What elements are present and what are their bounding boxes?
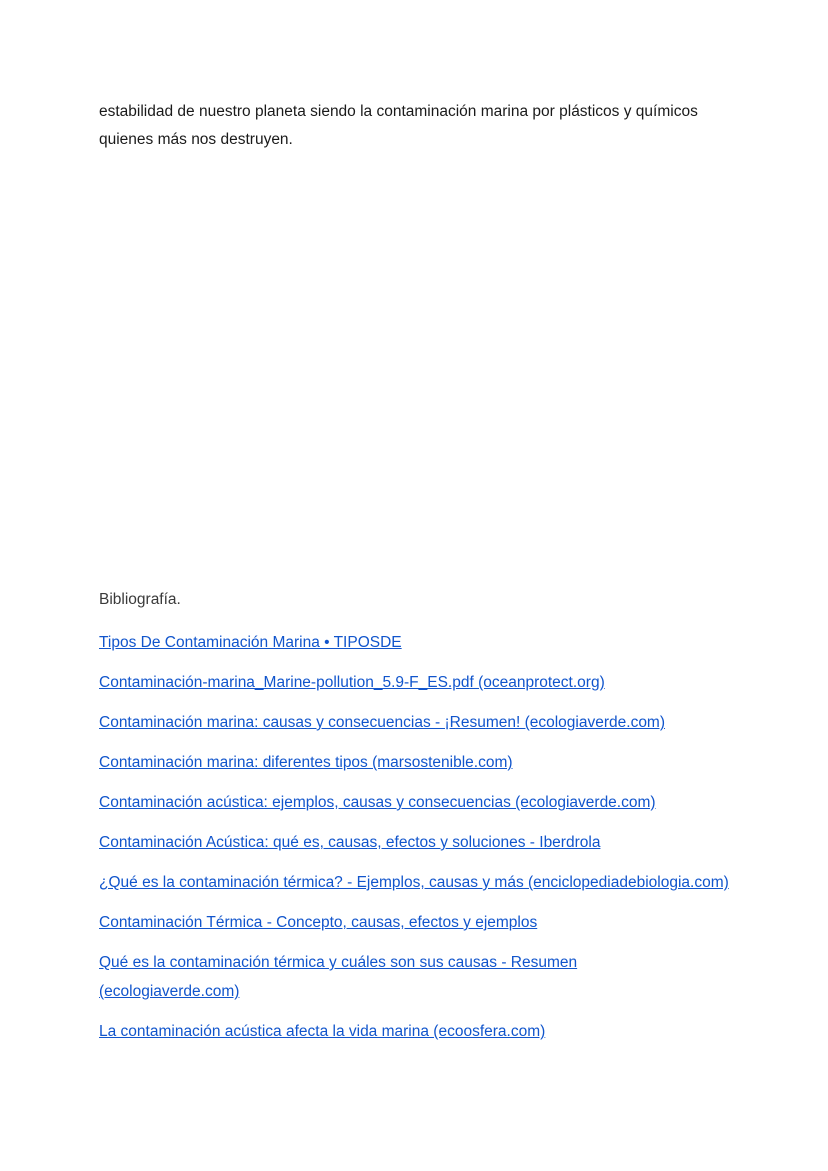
bibliography-item [99, 628, 729, 657]
bibliography-item [99, 908, 729, 937]
bibliography-item [99, 668, 729, 697]
bibliography-link-termica-concepto[interactable]: Contaminación Térmica - Concepto, causas, efectos y ejemplos [99, 914, 538, 931]
bibliography-link-oceanprotect[interactable]: Contaminación-marina_Marine-pollution_5.9-F_ES.pdf (oceanprotect.org) [99, 674, 605, 691]
bibliography-item [99, 1017, 729, 1046]
bibliography-item [99, 748, 729, 777]
bibliography-link-marsostenible[interactable]: Contaminación marina: diferentes tipos (marsostenible.com) [99, 754, 513, 771]
bibliography-link-tiposde[interactable]: Tipos De Contaminación Marina • TIPOSDE [99, 634, 402, 651]
bibliography-item [99, 948, 619, 1006]
bibliography-link-ecologiaverde-acustica[interactable]: Contaminación acústica: ejemplos, causas y consecuencias (ecologiaverde.com) [99, 794, 656, 811]
body-paragraph: estabilidad de nuestro planeta siendo la contaminación marina por plásticos y químicos quienes más nos destruyen. [99, 103, 698, 148]
bibliography-link-ecologiaverde-marina[interactable]: Contaminación marina: causas y consecuencias - ¡Resumen! (ecologiaverde.com) [99, 714, 666, 731]
bibliography-link-ecologiaverde-termica[interactable]: Qué es la contaminación térmica y cuáles son sus causas - Resumen (ecologiaverde.com) [99, 954, 578, 1000]
bibliography-heading: Bibliografía. [99, 591, 181, 608]
bibliography-item [99, 828, 729, 857]
bibliography-link-enciclopediadebiologia[interactable]: ¿Qué es la contaminación térmica? - Ejemplos, causas y más (enciclopediadebiologia.com) [99, 874, 729, 891]
bibliography-item [99, 788, 729, 817]
bibliography-item [99, 868, 729, 897]
bibliography-link-iberdrola[interactable]: Contaminación Acústica: qué es, causas, efectos y soluciones - Iberdrola [99, 834, 601, 851]
bibliography-list [99, 628, 729, 1057]
bibliography-item [99, 708, 729, 737]
bibliography-link-ecoosfera[interactable]: La contaminación acústica afecta la vida marina (ecoosfera.com) [99, 1023, 546, 1040]
